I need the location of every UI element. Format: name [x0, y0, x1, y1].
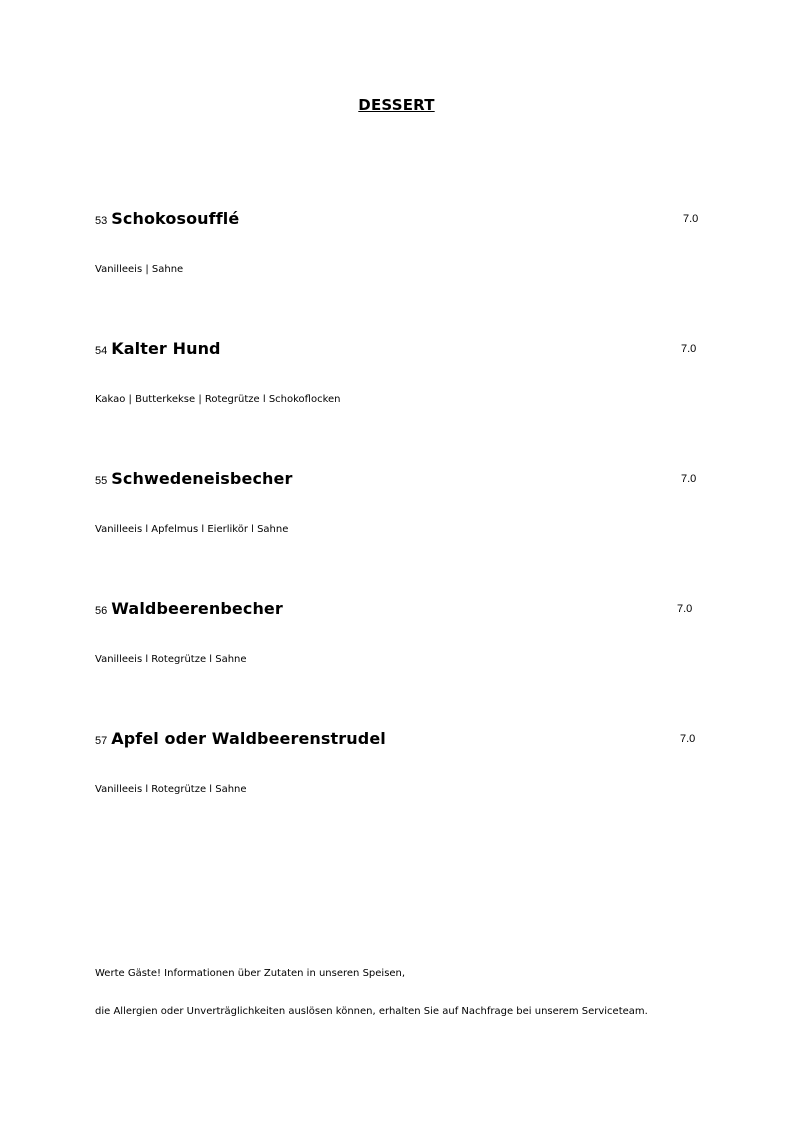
menu-item-heading: [95, 599, 283, 618]
menu-item-description: Vanilleeis l Rotegrütze l Sahne: [95, 654, 247, 665]
menu-item-price: 7.0: [681, 473, 697, 485]
menu-item-heading: [95, 729, 386, 748]
menu-item-55: [95, 469, 705, 549]
menu-item-54: [95, 339, 705, 419]
menu-item-heading: [95, 339, 221, 358]
allergen-notice-line-1: Werte Gäste! Informationen über Zutaten in unseren Speisen,: [95, 968, 406, 979]
menu-item-description: Vanilleeis l Apfelmus l Eierlikör l Sahne: [95, 524, 289, 535]
menu-item-name: Apfel oder Waldbeerenstrudel: [111, 729, 386, 748]
menu-item-price: 7.0: [677, 603, 693, 615]
menu-item-price: 7.0: [680, 733, 696, 745]
menu-item-number: 55: [95, 475, 108, 487]
menu-item-heading: [95, 209, 239, 228]
allergen-notice-line-2: die Allergien oder Unverträglichkeiten auslösen können, erhalten Sie auf Nachfrage bei unserem Serviceteam.: [95, 1006, 648, 1017]
menu-item-description: Vanilleeis | Sahne: [95, 264, 184, 275]
menu-item-name: Kalter Hund: [111, 339, 221, 358]
menu-item-description: Vanilleeis l Rotegrütze l Sahne: [95, 784, 247, 795]
menu-item-number: 53: [95, 215, 108, 227]
menu-item-heading: [95, 469, 292, 488]
menu-item-57: [95, 729, 705, 809]
menu-item-name: Schokosoufflé: [111, 209, 240, 228]
menu-item-name: Schwedeneisbecher: [111, 469, 293, 488]
menu-item-name: Waldbeerenbecher: [111, 599, 283, 618]
menu-item-number: 54: [95, 345, 108, 357]
menu-item-number: 57: [95, 735, 108, 747]
menu-item-price: 7.0: [681, 343, 697, 355]
menu-item-56: [95, 599, 705, 679]
menu-item-price: 7.0: [683, 213, 699, 225]
menu-item-53: [95, 209, 705, 289]
page-title: DESSERT: [358, 96, 435, 114]
menu-item-number: 56: [95, 605, 108, 617]
menu-item-description: Kakao | Butterkekse | Rotegrütze l Schokoflocken: [95, 394, 341, 405]
